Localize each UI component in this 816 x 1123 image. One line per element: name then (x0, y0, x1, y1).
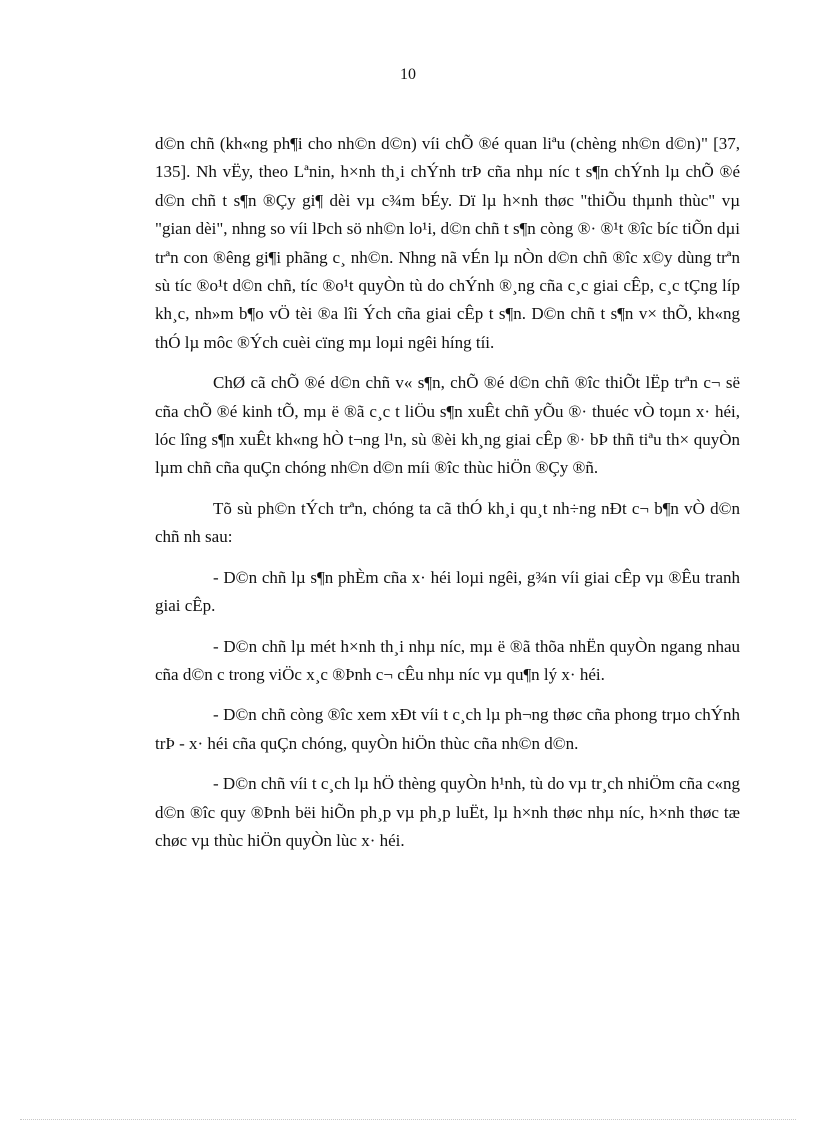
paragraph: d©n chñ (kh«ng ph¶i cho nh©n d©n) víi chÕ ®é quan liªu (chèng nh©n d©n)" [37, 135]. Nh vËy, theo Lªnin, h×nh th¸i chÝnh trÞ cña nhµ níc t s¶n chÝnh lµ chÕ ®é d©n chñ t s¶n ®Çy gi¶ dèi vµ c¾m bÉy. Dï lµ h×nh thøc "thiÕu thµnh thùc" vµ "gian dèi", nhng so víi lÞch sö nh©n lo¹i, d©n chñ t s¶n còng ®· ®¹t ®îc bíc tiÕn dµi trªn con ®êng gi¶i phãng c¸ nh©n. Nhng nã vÉn lµ nÒn d©n chñ ®îc x©y dùng trªn sù tíc ®o¹t d©n chñ, tíc ®o¹t quyÒn tù do chÝnh ®¸ng cña c¸c giai cÊp, c¸c tÇng líp kh¸c, nh»m b¶o vÖ tèi ®a lîi Ých cña giai cÊp t s¶n. D©n chñ t s¶n v× thÕ, kh«ng thÓ lµ môc ®Ých cuèi cïng mµ loµi ngêi híng tíi. (155, 134, 740, 352)
list-item: - D©n chñ lµ mét h×nh th¸i nhµ níc, mµ ë ®ã thõa nhËn quyÒn ngang nhau cña d©n c trong viÖc x¸c ®Þnh c¬ cÊu nhµ níc vµ qu¶n lý x· héi. (155, 636, 740, 684)
list-item: - D©n chñ víi t c¸ch lµ hÖ thèng quyÒn h¹nh, tù do vµ tr¸ch nhiÖm cña c«ng d©n ®îc quy ®Þnh bëi hiÕn ph¸p vµ ph¸p luËt, lµ h×nh thøc nhµ níc, h×nh thøc tæ chøc vµ thùc hiÖn quyÒn lùc x· héi. (155, 774, 740, 850)
list-item: - D©n chñ lµ s¶n phÈm cña x· héi loµi ngêi, g¾n víi giai cÊp vµ ®Êu tranh giai cÊp. (155, 567, 740, 616)
document-body (155, 130, 740, 867)
page-number: 10 (400, 66, 416, 83)
paragraph: ChØ cã chÕ ®é d©n chñ v« s¶n, chÕ ®é d©n chñ ®îc thiÕt lËp trªn c¬ së cña chÕ ®é kinh tÕ, mµ ë ®ã c¸c t liÖu s¶n xuÊt chñ yÕu ®· thuéc vÒ toµn x· héi, lóc lîng s¶n xuÊt kh«ng hÒ t¬ng l¹n, sù ®èi kh¸ng giai cÊp ®· bÞ thñ tiªu th× quyÒn lµm chñ cña quÇn chóng nh©n d©n míi ®îc thùc hiÖn ®Çy ®ñ. (155, 373, 740, 478)
page-bottom-border (20, 1119, 796, 1120)
list-item: - D©n chñ còng ®îc xem xÐt víi t c¸ch lµ ph¬ng thøc cña phong trµo chÝnh trÞ - x· héi cña quÇn chóng, quyÒn hiÖn thùc cña nh©n d©n. (155, 705, 740, 753)
paragraph: Tõ sù ph©n tÝch trªn, chóng ta cã thÓ kh¸i qu¸t nh÷ng nÐt c¬ b¶n vÒ d©n chñ nh sau: (155, 498, 740, 547)
